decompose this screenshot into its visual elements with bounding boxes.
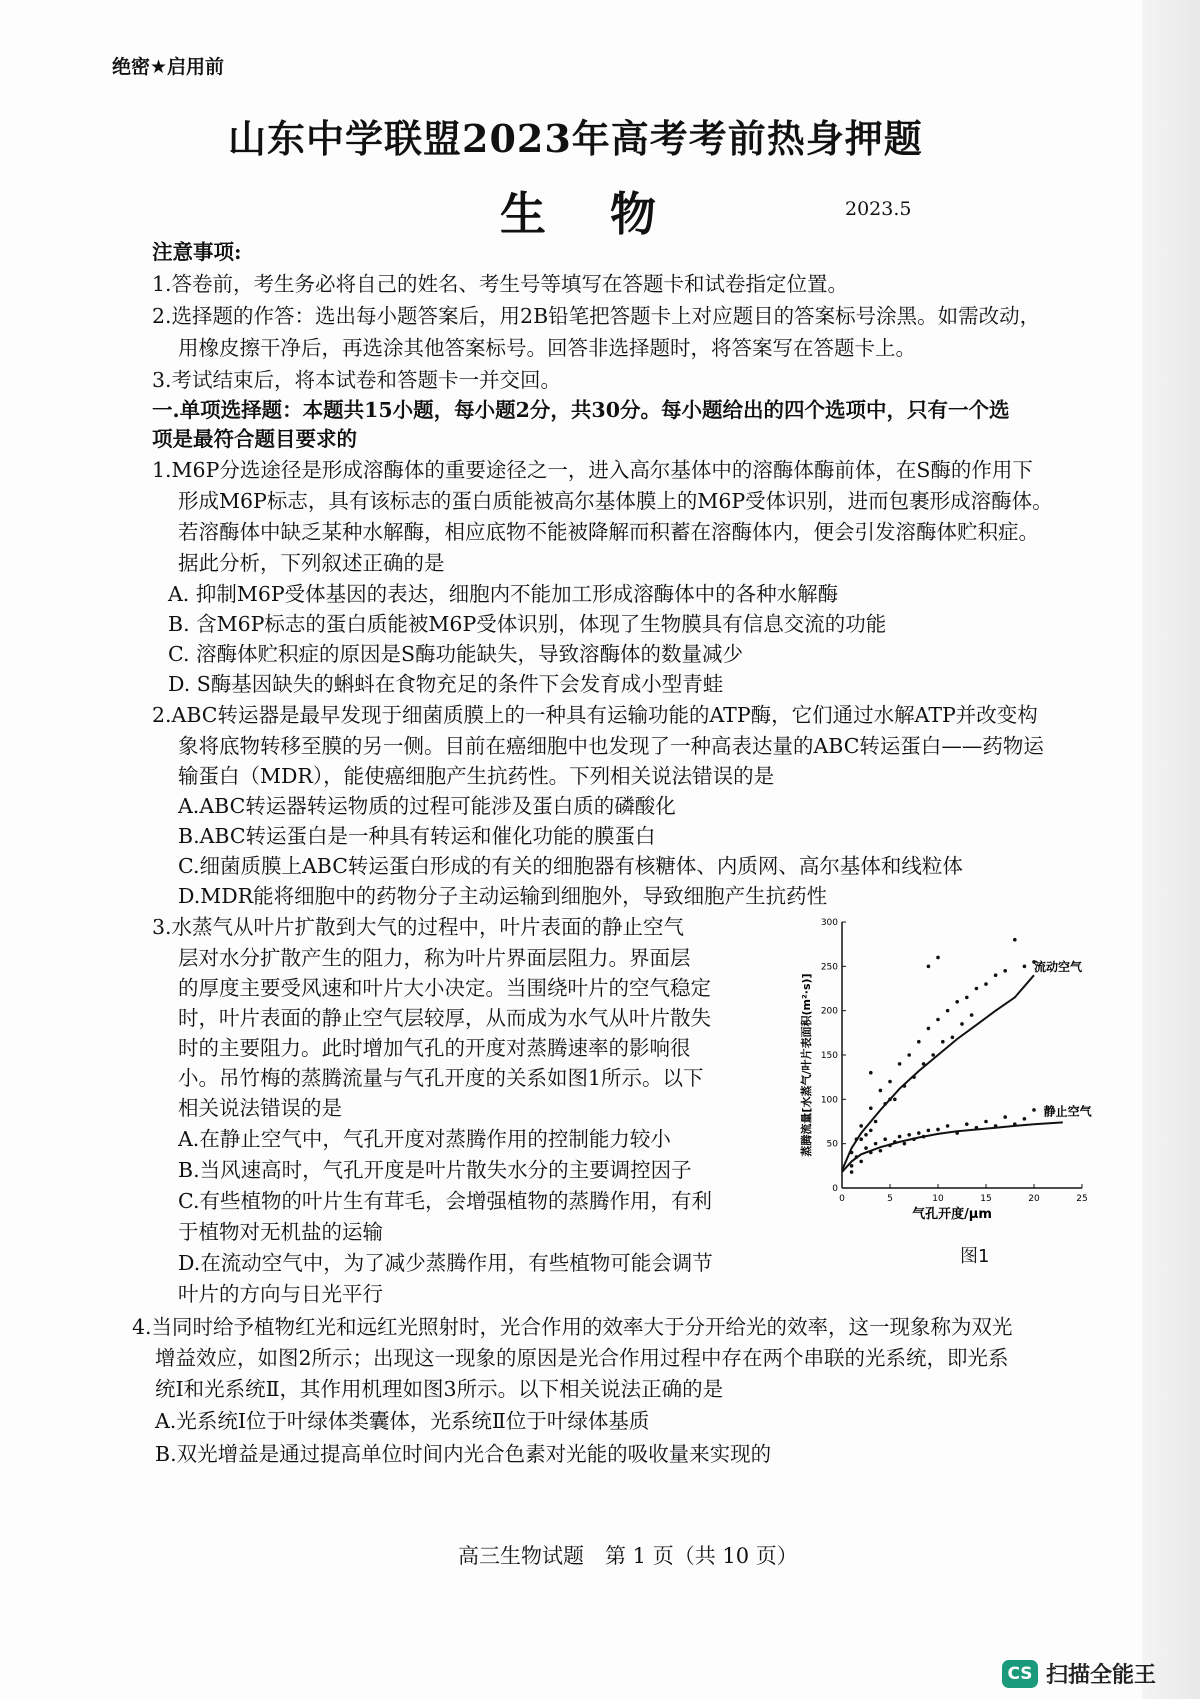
confidential-label: 绝密★启用前	[112, 56, 225, 78]
figure-1-scatter-chart	[790, 910, 1100, 1230]
x-axis-label: 气孔开度/μm	[912, 1207, 992, 1222]
data-point	[879, 1089, 883, 1093]
x-tick-label: 5	[887, 1194, 893, 1204]
q3-option-a: A.在静止空气中，气孔开度对蒸腾作用的控制能力较小	[178, 1127, 671, 1151]
y-tick-label: 200	[820, 1006, 838, 1017]
data-point	[960, 1022, 964, 1026]
x-tick-label: 10	[932, 1194, 944, 1204]
data-point	[975, 987, 979, 991]
scan-edge-shadow	[1142, 0, 1200, 1699]
note-item: 1.答卷前，考生务必将自己的姓名、考生号等填写在答题卡和试卷指定位置。	[152, 272, 849, 296]
q3-stem: 时，叶片表面的静止空气层较厚，从而成为水气从叶片散失	[178, 1006, 711, 1030]
data-point	[1032, 1108, 1036, 1112]
q4-option-a: A.光系统Ⅰ位于叶绿体类囊体，光系统Ⅱ位于叶绿体基质	[155, 1409, 650, 1433]
y-axis-label: 蒸腾流量[水蒸气/叶片表面积(m²·s)]	[800, 973, 813, 1157]
x-tick-label: 25	[1076, 1194, 1088, 1204]
data-point	[951, 1035, 955, 1039]
q3-stem: 相关说法错误的是	[178, 1096, 342, 1120]
data-point	[922, 1135, 926, 1139]
notes-heading: 注意事项:	[152, 240, 242, 264]
exam-title: 山东中学联盟2023年高考考前热身押题	[228, 116, 923, 161]
q1-option-b: B. 含M6P标志的蛋白质能被M6P受体识别，体现了生物膜具有信息交流的功能	[168, 612, 887, 636]
data-point	[850, 1170, 854, 1174]
data-point	[869, 1106, 873, 1110]
data-point	[883, 1137, 887, 1141]
section-heading: 一.单项选择题：本题共15小题，每小题2分，共30分。每小题给出的四个选项中，只有一个选	[152, 398, 1010, 422]
data-point	[912, 1075, 916, 1079]
data-point	[879, 1149, 883, 1153]
data-point	[936, 1128, 940, 1132]
data-point	[984, 982, 988, 986]
data-point	[917, 1040, 921, 1044]
scanner-watermark	[1002, 1658, 1156, 1689]
data-point	[888, 1144, 892, 1148]
data-point	[975, 1126, 979, 1130]
q3-option-b: B.当风速高时，气孔开度是叶片散失水分的主要调控因子	[178, 1158, 692, 1182]
q2-option-b: B.ABC转运蛋白是一种具有转运和催化功能的膜蛋白	[178, 824, 656, 848]
data-point	[874, 1142, 878, 1146]
data-point	[850, 1151, 854, 1155]
data-point	[859, 1124, 863, 1128]
y-tick-label: 50	[826, 1139, 838, 1150]
q4-stem: 增益效应，如图2所示；出现这一现象的原因是光合作用过程中存在两个串联的光系统，即光系	[155, 1346, 1009, 1370]
data-point	[1013, 1122, 1017, 1126]
data-point	[936, 956, 940, 960]
q4-stem: 4.当同时给予植物红光和远红光照射时，光合作用的效率大于分开给光的效率，这一现象称为双光	[132, 1315, 1013, 1339]
series-curve-still-air	[842, 1122, 1063, 1172]
q1-stem: 据此分析，下列叙述正确的是	[178, 551, 445, 575]
q2-stem: 输蛋白（MDR），能使癌细胞产生抗药性。下列相关说法错误的是	[178, 764, 775, 788]
q4-option-b: B.双光增益是通过提高单位时间内光合色素对光能的吸收量来实现的	[155, 1442, 772, 1466]
series-label: 流动空气	[1034, 959, 1083, 974]
data-point	[864, 1133, 868, 1137]
y-tick-label: 250	[820, 962, 838, 973]
data-point	[965, 996, 969, 1000]
q3-stem: 小。吊竹梅的蒸腾流量与气孔开度的关系如图1所示。以下	[178, 1066, 704, 1090]
data-point	[922, 1062, 926, 1066]
data-point	[888, 1080, 892, 1084]
data-point	[903, 1142, 907, 1146]
q3-option-d-cont: 叶片的方向与日光平行	[178, 1282, 383, 1306]
data-point	[1003, 969, 1007, 973]
data-point	[907, 1053, 911, 1057]
data-point	[970, 1013, 974, 1017]
series-label: 静止空气	[1043, 1104, 1092, 1119]
data-point	[994, 973, 998, 977]
q3-stem: 时的主要阻力。此时增加气孔的开度对蒸腾速率的影响很	[178, 1036, 691, 1060]
q3-option-c: C.有些植物的叶片生有茸毛，会增强植物的蒸腾作用，有利	[178, 1189, 712, 1213]
data-point	[1013, 938, 1017, 942]
data-point	[850, 1164, 854, 1168]
data-point	[965, 1122, 969, 1126]
q3-stem: 的厚度主要受风速和叶片大小决定。当围绕叶片的空气稳定	[178, 976, 711, 1000]
y-tick-label: 0	[832, 1184, 838, 1194]
q2-stem: 象将底物转移至膜的另一侧。目前在癌细胞中也发现了一种高表达量的ABC转运蛋白——药物运	[178, 734, 1044, 758]
data-point	[946, 1009, 950, 1013]
q2-stem: 2.ABC转运器是最早发现于细菌质膜上的一种具有运输功能的ATP酶，它们通过水解ATP并改变构	[152, 703, 1038, 727]
data-point	[955, 1000, 959, 1004]
scanner-logo-icon: CS	[1002, 1660, 1038, 1688]
q1-stem: 若溶酶体中缺乏某种水解酶，相应底物不能被降解而积蓄在溶酶体内，便会引发溶酶体贮积症。	[178, 520, 1039, 544]
y-tick-label: 150	[820, 1051, 838, 1061]
data-point	[927, 1027, 931, 1031]
x-tick-label: 20	[1028, 1194, 1040, 1204]
q1-stem: 形成M6P标志，具有该标志的蛋白质能被高尔基体膜上的M6P受体识别，进而包裹形成溶酶体。	[178, 489, 1053, 513]
data-point	[859, 1160, 863, 1164]
note-item: 2.选择题的作答：选出每小题答案后，用2B铅笔把答题卡上对应题目的答案标号涂黑。如需改动，	[152, 304, 1041, 328]
data-point	[917, 1131, 921, 1135]
note-item: 用橡皮擦干净后，再选涂其他答案标号。回答非选择题时，将答案写在答题卡上。	[178, 336, 916, 360]
data-point	[936, 1018, 940, 1022]
q1-stem: 1.M6P分选途径是形成溶酶体的重要途径之一，进入高尔基体中的溶酶体酶前体，在S酶的作用下	[152, 458, 1033, 482]
q2-option-d: D.MDR能将细胞中的药物分子主动运输到细胞外，导致细胞产生抗药性	[178, 884, 828, 908]
data-point	[864, 1146, 868, 1150]
section-heading-cont: 项是最符合题目要求的	[152, 427, 357, 451]
y-tick-label: 100	[820, 1095, 838, 1106]
data-point	[1003, 1115, 1007, 1119]
q1-option-c: C. 溶酶体贮积症的原因是S酶功能缺失，导致溶酶体的数量减少	[168, 642, 744, 666]
q3-option-c-cont: 于植物对无机盐的运输	[178, 1220, 383, 1244]
q1-option-d: D. S酶基因缺失的蝌蚪在食物充足的条件下会发育成小型青蛙	[168, 672, 724, 696]
data-point	[869, 1129, 873, 1133]
data-point	[893, 1140, 897, 1144]
data-point	[1023, 965, 1027, 969]
data-point	[869, 1151, 873, 1155]
note-item: 3.考试结束后，将本试卷和答题卡一并交回。	[152, 368, 562, 392]
data-point	[855, 1137, 859, 1141]
data-point	[874, 1120, 878, 1124]
data-point	[893, 1098, 897, 1102]
data-point	[883, 1102, 887, 1106]
q2-option-c: C.细菌质膜上ABC转运蛋白形成的有关的细胞器有核糖体、内质网、高尔基体和线粒体	[178, 854, 963, 878]
data-point	[946, 1124, 950, 1128]
exam-date: 2023.5	[845, 198, 912, 220]
figure-1-caption: 图1	[960, 1246, 990, 1267]
data-point	[927, 1129, 931, 1133]
data-point	[1023, 1117, 1027, 1121]
data-point	[994, 1124, 998, 1128]
subject-title: 生 物	[500, 187, 681, 241]
data-point	[984, 1120, 988, 1124]
data-point	[855, 1155, 859, 1159]
page-footer: 高三生物试题 第 1 页（共 10 页）	[458, 1544, 798, 1568]
data-point	[931, 1053, 935, 1057]
data-point	[869, 1071, 873, 1075]
x-tick-label: 0	[839, 1194, 845, 1204]
data-point	[912, 1137, 916, 1141]
data-point	[941, 1040, 945, 1044]
data-point	[898, 1062, 902, 1066]
data-point	[859, 1137, 863, 1141]
x-tick-label: 15	[980, 1194, 992, 1204]
data-point	[898, 1135, 902, 1139]
q3-option-d: D.在流动空气中，为了减少蒸腾作用，有些植物可能会调节	[178, 1251, 713, 1275]
data-point	[927, 965, 931, 969]
scanner-name: 扫描全能王	[1046, 1663, 1157, 1688]
q4-stem: 统Ⅰ和光系统Ⅱ，其作用机理如图3所示。以下相关说法正确的是	[155, 1377, 724, 1401]
data-point	[907, 1133, 911, 1137]
q3-stem: 3.水蒸气从叶片扩散到大气的过程中，叶片表面的静止空气	[152, 915, 685, 939]
q3-stem: 层对水分扩散产生的阻力，称为叶片界面层阻力。界面层	[178, 946, 691, 970]
y-tick-label: 300	[820, 918, 838, 928]
data-point	[888, 1098, 892, 1102]
q2-option-a: A.ABC转运器转运物质的过程可能涉及蛋白质的磷酸化	[178, 794, 676, 818]
data-point	[955, 1131, 959, 1135]
data-point	[903, 1084, 907, 1088]
q1-option-a: A. 抑制M6P受体基因的表达，细胞内不能加工形成溶酶体中的各种水解酶	[168, 582, 839, 606]
